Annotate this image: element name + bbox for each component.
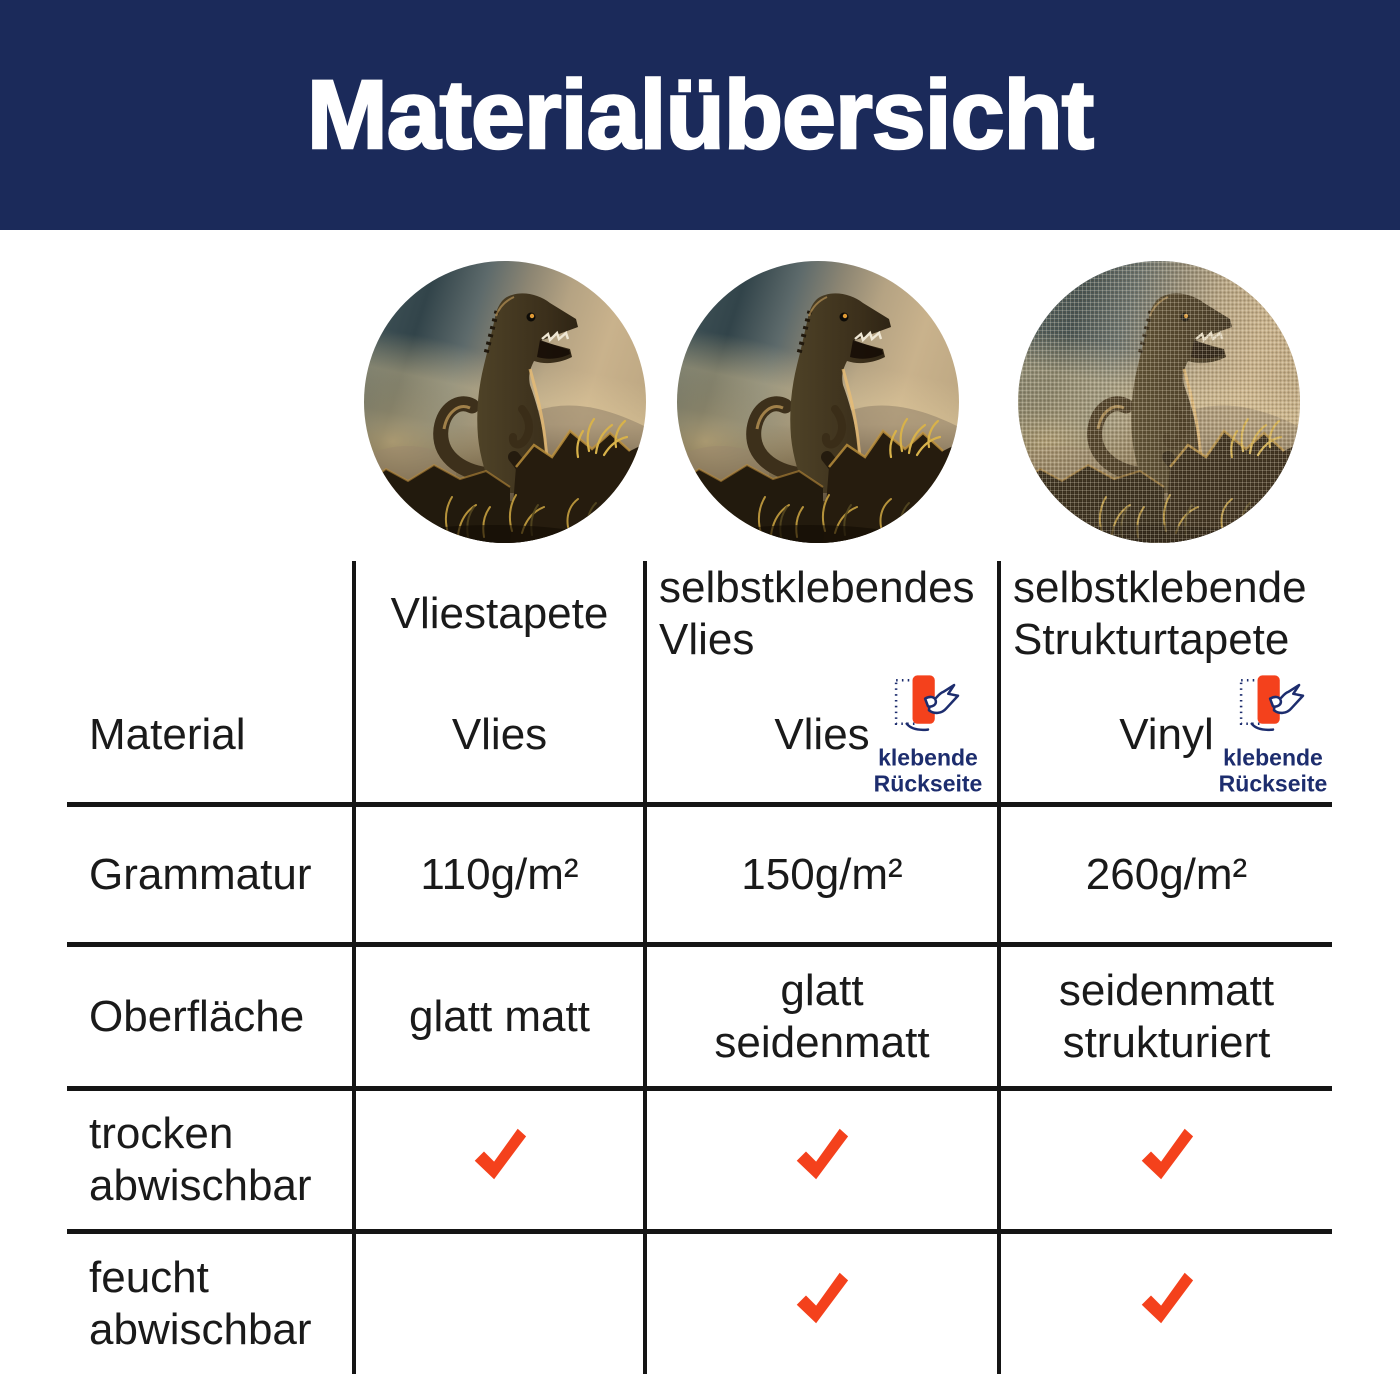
- row-label-oberflaeche: Oberfläche: [67, 947, 352, 1091]
- row-label-feucht-abwischbar: feucht abwischbar: [89, 1253, 312, 1354]
- column-header-selbstklebende-strukturtapete: selbstklebende Strukturtapete: [997, 561, 1332, 667]
- grammatur-value-3: 260g/m²: [997, 807, 1332, 947]
- check-icon: [790, 1267, 854, 1341]
- check-icon: [1135, 1267, 1199, 1341]
- adhesive-backing-icon: [1238, 673, 1308, 743]
- sample-photo-strukturtapete: [1018, 261, 1300, 543]
- trocken-check-3: [997, 1091, 1332, 1234]
- check-icon: [468, 1123, 532, 1197]
- header-empty-cell: [67, 561, 352, 667]
- sample-photo-vliestapete: [364, 261, 646, 543]
- grammatur-value-1: 110g/m²: [352, 807, 643, 947]
- dinosaur-photo-art: [364, 261, 646, 543]
- material-value-2: Vlies klebende Rückseite: [643, 667, 997, 807]
- feucht-check-1-empty: [352, 1234, 643, 1374]
- page-title: Materialübersicht: [306, 60, 1094, 169]
- check-icon: [790, 1123, 854, 1197]
- check-icon: [1135, 1123, 1199, 1197]
- adhesive-backing-label: klebende Rückseite: [1218, 744, 1328, 796]
- trocken-check-1: [352, 1091, 643, 1234]
- grammatur-value-2: 150g/m²: [643, 807, 997, 947]
- adhesive-backing-badge: [871, 673, 985, 796]
- row-label-grammatur: Grammatur: [67, 807, 352, 947]
- oberflaeche-value-1: glatt matt: [352, 947, 643, 1091]
- column-header-vliestapete: Vliestapete: [352, 561, 643, 667]
- row-label-material: Material: [67, 667, 352, 807]
- oberflaeche-value-3: seidenmatt strukturiert: [997, 947, 1332, 1091]
- adhesive-backing-icon: [893, 673, 963, 743]
- material-value-1: Vlies: [352, 667, 643, 807]
- banner: [0, 0, 1400, 230]
- oberflaeche-value-2: glatt seidenmatt: [643, 947, 997, 1091]
- dinosaur-photo-art: [677, 261, 959, 543]
- column-header-selbstklebendes-vlies: selbstklebendes Vlies: [643, 561, 997, 667]
- adhesive-backing-badge: [1216, 673, 1330, 796]
- trocken-check-2: [643, 1091, 997, 1234]
- dinosaur-photo-art: [1018, 261, 1300, 543]
- material-comparison-table: [67, 561, 1332, 1374]
- feucht-check-3: [997, 1234, 1332, 1374]
- material-value-3: Vinyl klebende Rückseite: [997, 667, 1332, 807]
- row-label-trocken-abwischbar: trocken abwischbar: [67, 1091, 352, 1234]
- adhesive-backing-label: klebende Rückseite: [873, 744, 983, 796]
- feucht-check-2: [643, 1234, 997, 1374]
- sample-photo-selbstklebendes-vlies: [677, 261, 959, 543]
